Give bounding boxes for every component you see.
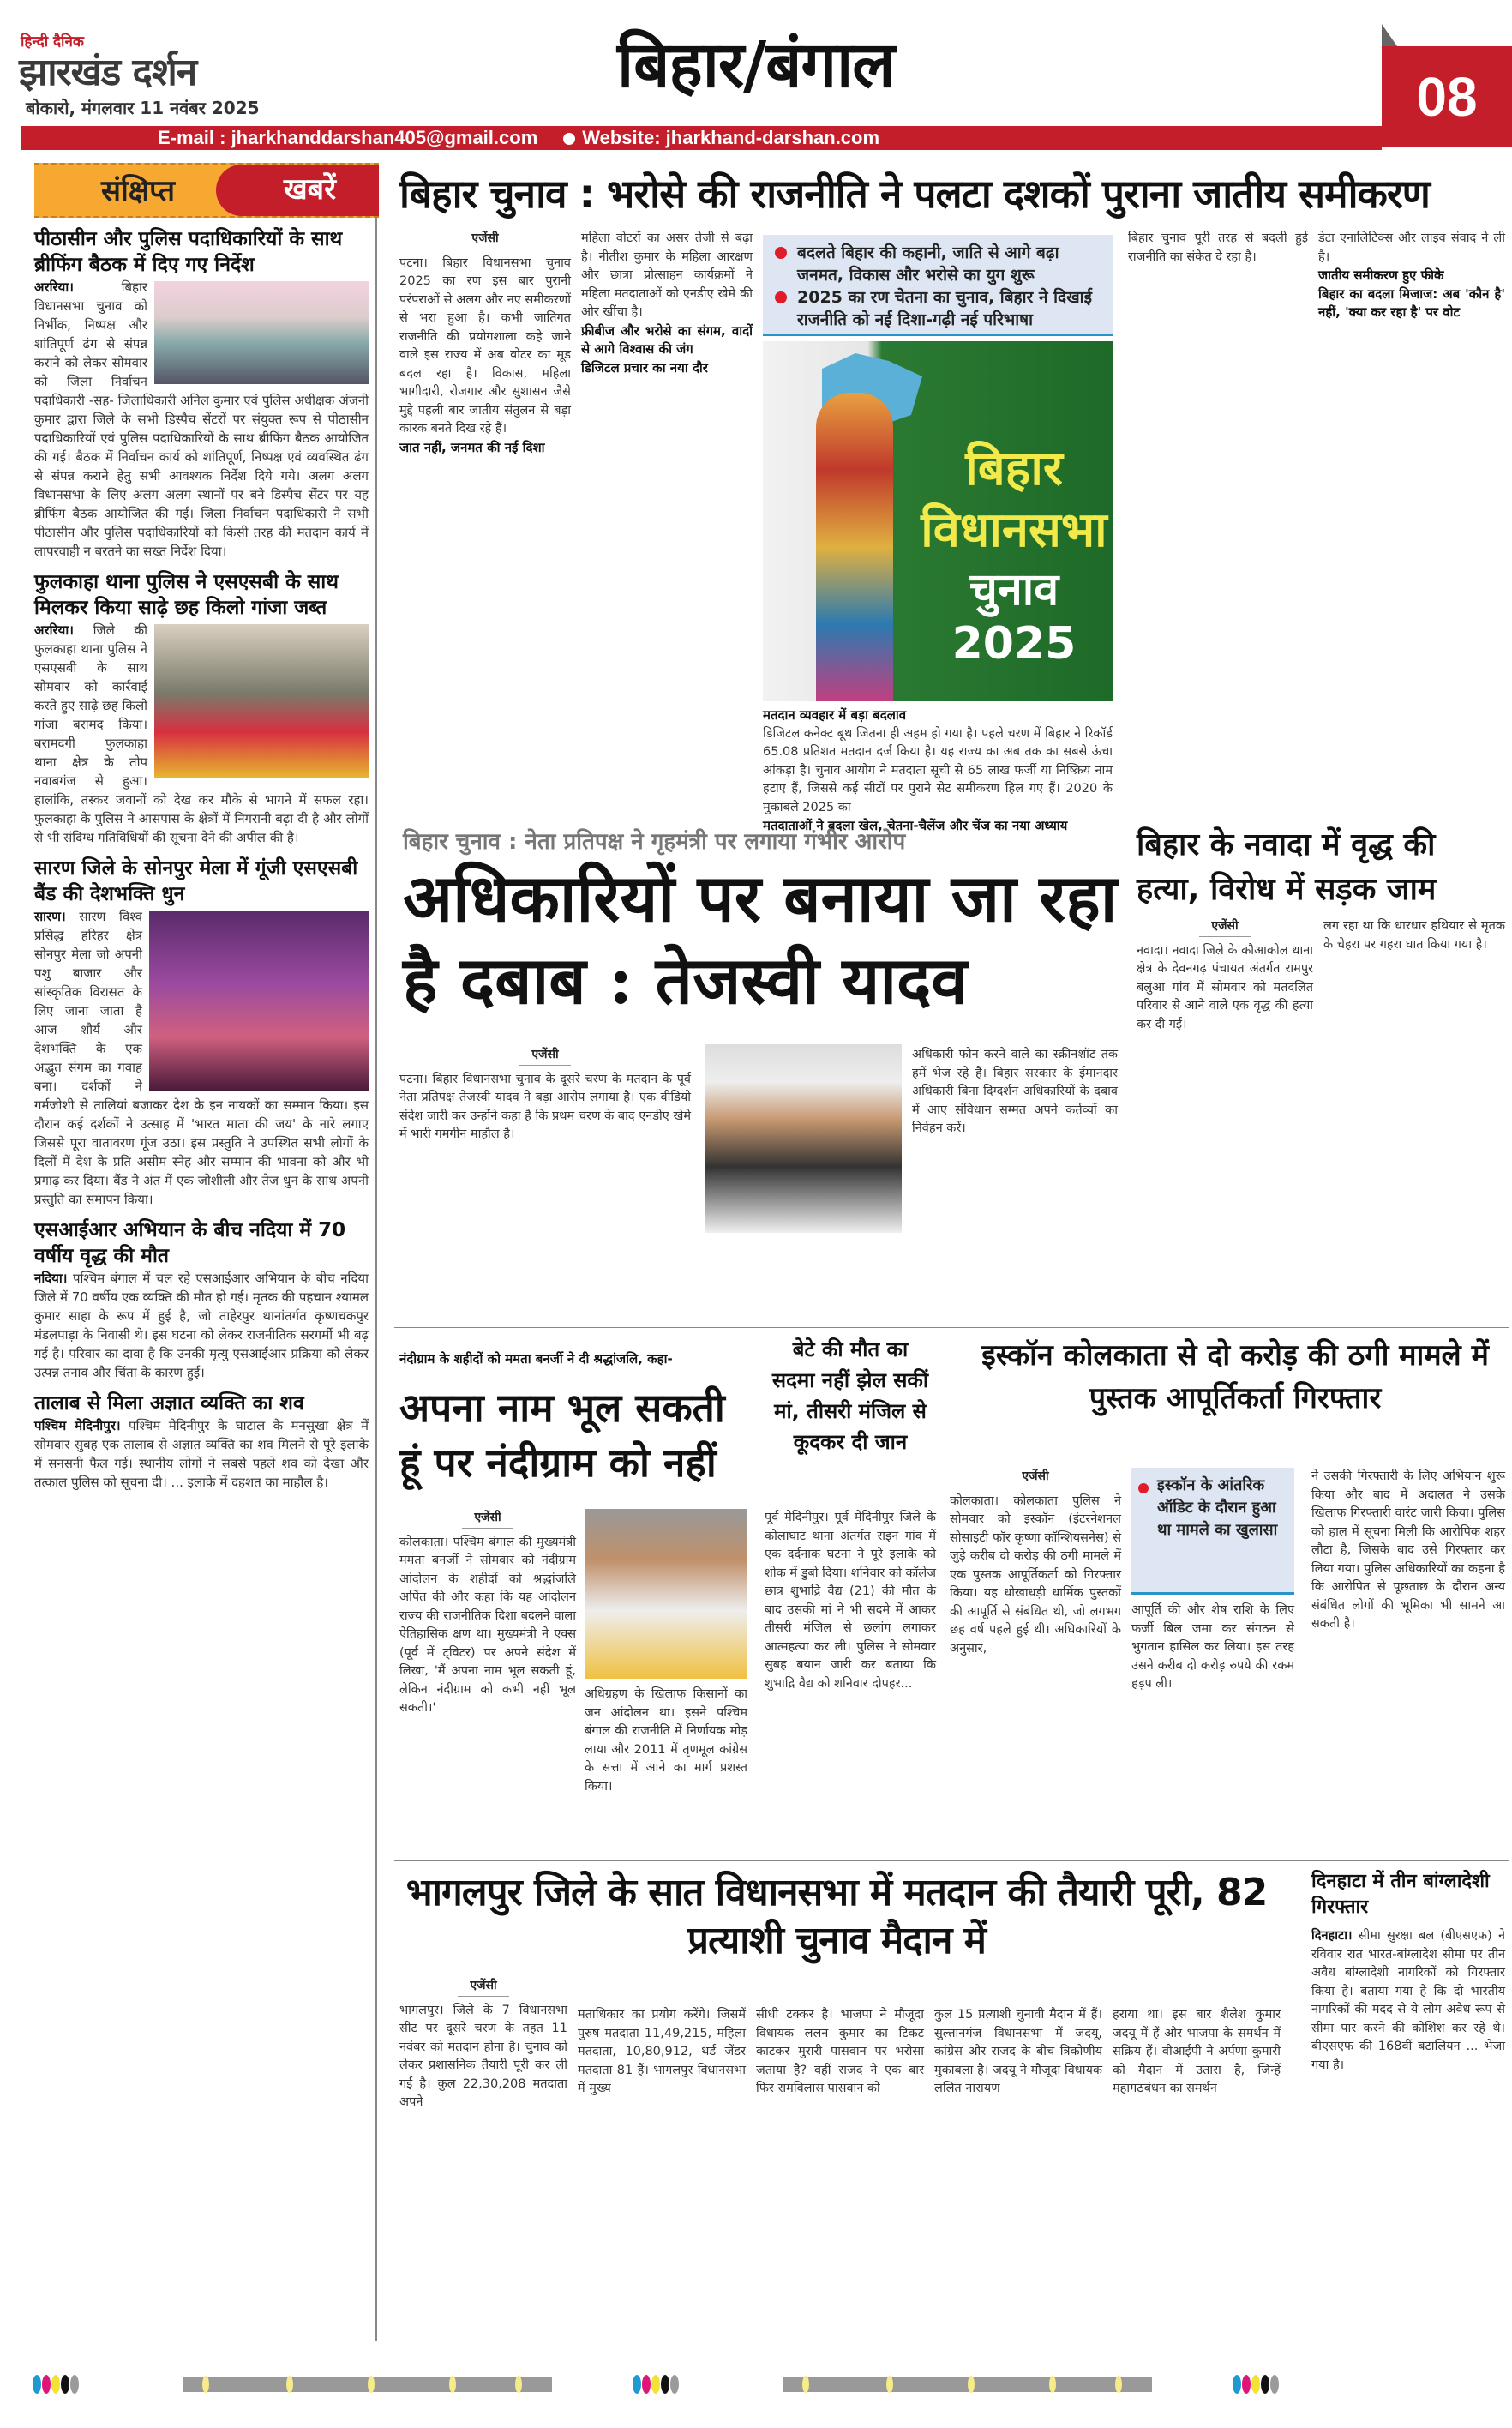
poster-line: बिहार <box>965 441 1063 496</box>
son-death-headline <box>765 1334 936 1457</box>
iskcon-body-3 <box>1311 1468 1505 1634</box>
registration-tick <box>886 2376 893 2393</box>
brief-place: पश्चिम मेदिनीपुर। <box>34 1418 121 1433</box>
brief-place: अररिया। <box>34 279 74 295</box>
highlight-text: बदलते बिहार की कहानी, जाति से आगे बढ़ा जनमत, विकास और भरोसे का युग शुरू <box>797 243 1059 285</box>
article-body: सीधी टक्कर है। भाजपा ने मौजूदा विधायक ललन कुमार का टिकट काटकर मुरारी पासवान पर भरोसा जताया है? वहीं राजद ने एक बार फिर रामविलास पासवान को <box>756 2008 924 2095</box>
registration-tick <box>449 2376 456 2393</box>
color-registration-dots <box>1233 2375 1279 2394</box>
registration-dot <box>1261 2375 1269 2394</box>
lead-subhead: जातीय समीकरण हुए फीके <box>1318 267 1444 283</box>
agency-credit: एजेंसी <box>1199 917 1251 937</box>
lead-highlights <box>763 235 1113 336</box>
nawada-headline: बिहार के नवादा में वृद्ध की हत्या, विरोध में सड़क जाम <box>1137 827 1437 907</box>
page-number: 08 <box>1382 46 1512 147</box>
section-divider <box>394 1860 1509 1861</box>
brief-body: सारण विश्व प्रसिद्ध हरिहर क्षेत्र सोनपुर मेला जो अपनी पशु बाजार और सांस्कृतिक विरासत के लिए जाना जाता है आज शौर्य और देशभक्ति के एक अद्भुत संगम का गवाह बना। दर्शकों ने गर्मजोशी से तालियां बजाकर देश के इन नायकों का सम्मान किया। इस दौरान कई दर्शकों ने उत्साह में 'भारत माता की जय' के नारे लगाए जिससे पूरा वातावरण गूंज उठा। इस प्रस्तुति ने उपस्थित सभी लोगों के दिलों में देश के प्रति असीम स्नेह और सम्मान की भावना को और भी प्रगाढ़ कर दिया। बैंड ने अंत में एक जोशीली और तेज धुन के साथ अपनी प्रस्तुति का समापन किया। <box>34 909 369 1207</box>
website-label: Website: jharkhand-darshan.com <box>582 127 880 148</box>
bhagalpur-headline: भागलपुर जिले के सात विधानसभा में मतदान की तैयारी पूरी, 82 प्रत्याशी चुनाव मैदान में <box>405 1871 1268 1962</box>
lead-column-3 <box>1128 230 1308 267</box>
son-death-kicker: बेटे की मौत का <box>792 1337 909 1361</box>
article-body: अधिकारी फोन करने वाले का स्क्रीनशॉट तक हमें भेज रहे हैं। बिहार सरकार के ईमानदार अधिकारी बिना दिग्दर्शन अधिकारियों के दबाव में आए संविधान सम्मत अपने कर्तव्यों का निर्वहन करें। <box>912 1048 1118 1135</box>
article-body: कोलकाता। कोलकाता पुलिस ने सोमवार को इस्कॉन (इंटरनेशनल सोसाइटी फॉर कृष्णा कॉन्शियसनेस) से जुड़े करीब दो करोड़ की ठगी मामले में एक पुस्तक आपूर्तिकर्ता को गिरफ्तार किया। यह धोखाधड़ी धार्मिक पुस्तकों की आपूर्ति से संबंधित थी, जो लगभग छह वर्ष पहले हुई थी। अधिकारियों के अनुसार, <box>950 1493 1121 1656</box>
dinhata-headline: दिनहाटा में तीन बांग्लादेशी गिरफ्तार <box>1311 1871 1490 1918</box>
poster-line: विधानसभा <box>921 502 1107 558</box>
article-body: लग रहा था कि धारधार हथियार से मृतक के चेहरा पर गहरा घात किया गया है। <box>1323 919 1505 952</box>
brief-headline: तालाब से मिला अज्ञात व्यक्ति का शव <box>34 1392 304 1415</box>
color-registration-dots <box>33 2375 79 2394</box>
registration-tick <box>515 2376 522 2393</box>
registration-tick <box>1115 2376 1122 2393</box>
print-registration-marks <box>0 2375 1512 2406</box>
paper-logo: झारखंड दर्शन <box>19 51 197 94</box>
brief-article <box>34 856 369 1209</box>
bhagalpur-column <box>399 1977 567 2112</box>
lead-column-1 <box>399 230 571 457</box>
highlight-item <box>775 286 1104 331</box>
briefing-photo <box>154 281 369 384</box>
registration-dot <box>651 2375 660 2394</box>
color-registration-dots <box>633 2375 679 2394</box>
bullet-icon <box>1138 1483 1149 1493</box>
registration-bar <box>783 2377 1152 2392</box>
agency-credit: एजेंसी <box>458 1977 509 1997</box>
registration-dot <box>1251 2375 1260 2394</box>
agency-credit: एजेंसी <box>462 1509 513 1529</box>
section-divider <box>394 1327 1509 1328</box>
iskcon-highlight <box>1131 1468 1294 1595</box>
tejashwi-body <box>399 1046 691 1145</box>
brief-headline: सारण जिले के सोनपुर मेला में गूंजी एसएसबी बैंड की देशभक्ति धुन <box>34 857 358 905</box>
mamata-kicker: नंदीग्राम के शहीदों को ममता बनर्जी ने दी श्रद्धांजलि, कहा- <box>399 1351 673 1367</box>
brief-article <box>34 226 369 561</box>
article-body: पटना। बिहार विधानसभा चुनाव के दूसरे चरण के मतदान के पूर्व नेता प्रतिपक्ष तेजस्वी यादव ने बड़ा आरोप लगाया है। एक वीडियो संदेश जारी कर उन्होंने कहा है कि प्रथम चरण के बाद एनडीए खेमे में भारी गमगीन माहौल है। <box>399 1072 691 1141</box>
registration-dot <box>61 2375 69 2394</box>
article-body: नवादा। नवादा जिले के कौआकोल थाना क्षेत्र के देवनगढ़ पंचायत अंतर्गत रामपुर बलुआ गांव में सोमवार को मतदलित परिवार से आने वाले एक वृद्ध की हत्या कर दी गई। <box>1137 943 1313 1031</box>
registration-bar <box>183 2377 552 2392</box>
lead-subhead: मतदान व्यवहार में बड़ा बदलाव <box>763 707 907 723</box>
lead-body: पटना। बिहार विधानसभा चुनाव 2025 का रण इस बार पुरानी परंपराओं से अलग और नए समीकरणों से भरा हुआ है। कभी जातिगत राजनीति की प्रयोगशाला कहे जाने वाले इस राज्य में अब वोटर का मूड बदल रहा है। विकास, महिला भागीदारी, रोजगार और सुशासन जैसे मुद्दे पहली बार जातीय संतुलन से बड़ा कारक बनते दिख रहे हैं। <box>399 255 571 436</box>
lead-column-4 <box>1318 230 1505 322</box>
briefs-banner-right: खबरें <box>283 172 336 207</box>
registration-dot <box>1233 2375 1241 2394</box>
lead-body: महिला वोटरों का असर तेजी से बढ़ा है। नीतीश कुमार के महिला आरक्षण और छात्रा प्रोत्साहन कार्यक्रमों ने महिला मतदाताओं को एनडीए खेमे की ओर खींचा है। <box>581 231 753 319</box>
bullet-icon <box>775 291 787 304</box>
brief-headline: फुलकाहा थाना पुलिस ने एसएसबी के साथ मिलकर किया साढ़े छह किलो गांजा जब्त <box>34 571 339 619</box>
registration-tick <box>202 2376 209 2393</box>
brief-headline: एसआईआर अभियान के बीच नदिया में 70 वर्षीय वृद्ध की मौत <box>34 1219 346 1267</box>
brief-article <box>34 569 369 847</box>
dinhata-body <box>1311 1927 1505 2075</box>
website-link[interactable] <box>563 126 879 150</box>
brief-body: जिले की फुलकाहा थाना पुलिस ने एसएसबी के साथ सोमवार को कार्रवाई करते हुए साढ़े छह किलो गांजा बरामद किया।बरामदगी फुलकाहा थाना क्षेत्र के तोप नवाबगंज से हुआ। हालांकि, तस्कर जवानों को देख कर मौके से भागने में सफल रहा। फुलकाहा के पुलिस ने आसपास के क्षेत्रों में निगरानी बढ़ा दी है और लोगों से भी संदिग्ध गतिविधियों की सूचना देने की अपील की है। <box>34 622 369 845</box>
bhagalpur-column <box>756 2006 924 2099</box>
brief-place: सारण। <box>34 909 66 924</box>
lead-excerpt <box>763 706 1113 836</box>
son-death-body <box>765 1509 936 1693</box>
band-stage-photo <box>149 910 369 1091</box>
lead-headline: बिहार चुनाव : भरोसे की राजनीति ने पलटा दशकों पुराना जातीय समीकरण <box>399 171 1430 217</box>
brief-body: बिहार विधानसभा चुनाव को निर्भीक, निष्पक्ष और शांतिपूर्ण ढंग से संपन्न कराने को लेकर सोमवार को जिला निर्वाचन पदाधिकारी -सह- जिलाधिकारी अनिल कुमार एवं पुलिस अधीक्षक अंजनी कुमार द्वारा जिले के सभी डिस्पैच सेंटरों पर संयुक्त रूप से पीठासीन पदाधिकारियों एवं पुलिस पदाधिकारियों के साथ ब्रीफिंग बैठक आयोजित की गई। बैठक में निर्वाचन कार्य को शांतिपूर्ण, निष्पक्ष एवं व्यवस्थित ढंग से संपन्न कराने हेतु सभी आवश्यक निर्देश दिये गये। अलग अलग विधानसभा के लिए अलग अलग स्थानों पर बने डिस्पैच सेंटर पर यह ब्रीफिंग बैठक आयोजित की गई। जिला निर्वाचन पदाधिकारी ने सभी पीठासीन और पुलिस पदाधिकारियों को किसी तरह की मतदान कार्य में लापरवाही न बरतने का सख्त निर्देश दिया। <box>34 279 369 559</box>
brief-body: पश्चिम मेदिनीपुर के घाटाल के मनसुखा क्षेत्र में सोमवार सुबह एक तालाब से अज्ञात व्यक्ति का शव मिलने से पूरे इलाके में सनसनी फैल गई। स्थानीय लोगों ने सबसे पहले शव को देखा और तत्काल पुलिस को सूचना दी। ... इलाके में दहशत का माहौल है। <box>34 1418 369 1490</box>
brief-body: पश्चिम बंगाल में चल रहे एसआईआर अभियान के बीच नदिया जिले में 70 वर्षीय एक व्यक्ति की मौत हो गई। मृतक की पहचान श्यामल कुमार साहा के रूप में हुई है, जो ताहेरपुर थानांतर्गत कृष्णचकपुर मंडलपाड़ा के निवासी थे। इस घटना को लेकर राजनीतिक सरगर्मी भी बढ़ गई है। परिवार का दावा है कि उनकी मृत्यु एसआईआर प्रक्रिया को लेकर उत्पन्न तनाव और चिंता के कारण हुई। <box>34 1271 369 1380</box>
lead-subhead: बिहार का बदला मिजाज: अब 'कौन है' नहीं, 'क्या कर रहा है' पर वोट <box>1318 285 1505 320</box>
masthead-tagline: हिन्दी दैनिक <box>21 33 84 51</box>
mamata-body <box>399 1509 576 1718</box>
voters-finger-graphic <box>816 393 893 701</box>
article-body: अधिग्रहण के खिलाफ किसानों का जन आंदोलन था। इसने पश्चिम बंगाल की राजनीति में निर्णायक मोड़ लाया और 2011 में तृणमूल कांग्रेस के सत्ता में आने का मार्ग प्रशस्त किया। <box>585 1687 747 1794</box>
registration-dot <box>1242 2375 1251 2394</box>
article-place: दिनहाटा। <box>1311 1929 1353 1943</box>
brief-place: नदिया। <box>34 1271 68 1286</box>
tejashwi-body-2 <box>912 1046 1118 1139</box>
highlight-item <box>775 242 1104 286</box>
lead-subhead: फ्रीबीज और भरोसे का संगम, वादों से आगे विश्वास की जंग <box>581 322 753 357</box>
mamata-body-2 <box>585 1686 747 1796</box>
iskcon-body-2 <box>1131 1602 1294 1694</box>
nawada-body <box>1137 917 1313 1034</box>
brief-article <box>34 1391 369 1492</box>
lead-body: डिजिटल कनेक्ट बूथ जितना ही अहम हो गया है। पहले चरण में बिहार ने रिकॉर्ड 65.08 प्रतिशत मतदान दर्ज किया है। यह राज्य का अब तक का सबसे ऊंचा आंकड़ा है। चुनाव आयोग ने मतदाता सूची से 65 लाख फर्जी या निष्क्रिय नाम हटाए हैं, जिससे कई सीटों पर पुराने सेट समीकरण हिल गए हैं। 2020 के मुकाबले 2025 का <box>763 726 1113 814</box>
nawada-body-2 <box>1323 917 1505 954</box>
bhagalpur-column <box>934 2006 1102 2099</box>
bullet-icon <box>775 247 787 259</box>
registration-dot <box>633 2375 641 2394</box>
dateline: बोकारो, मंगलवार 11 नवंबर 2025 <box>26 98 260 118</box>
election-poster-image <box>763 341 1113 701</box>
registration-tick <box>286 2376 293 2393</box>
mamata-headline: अपना नाम भूल सकती हूं पर नंदीग्राम को नहीं <box>399 1385 725 1486</box>
article-body: ने उसकी गिरफ्तारी के लिए अभियान शुरू किया और बाद में अदालत ने उसके खिलाफ गिरफ्तारी वारंट जारी किया। पुलिस को हाल में सूचना मिली कि आरोपिक शहर लौटा है, जिसके बाद उसे गिरफ्तार कर लिया गया। पुलिस अधिकारियों का कहना है कि आरोपित से पूछताछ के दौरान अन्य संबंधित लोगों की भूमिका भी सामने आ सकती है। <box>1311 1469 1505 1631</box>
article-body: पूर्व मेदिनीपुर। पूर्व मेदिनीपुर जिले के कोलाघाट थाना अंतर्गत राइन गांव में एक दर्दनाक घटना ने पूरे इलाके को शोक में डुबो दिया। शनिवार को कॉलेज छात्र शुभाद्रि वैद्य (21) की मौत के बाद उसकी मां ने भी सदमे में आकर तीसरी मंजिल से छलांग लगाकर आत्महत्या कर ली। पुलिस ने सोमवार सुबह बयान जारी कर बताया कि शुभाद्रि वैद्य को शनिवार दोपहर... <box>765 1511 936 1691</box>
section-title: बिहार/बंगाल <box>617 28 895 102</box>
lead-subhead: जात नहीं, जनमत की नई दिशा <box>399 439 545 455</box>
lead-body: बिहार चुनाव पूरी तरह से बदली हुई राजनीति का संकेत दे रहा है। <box>1128 231 1308 264</box>
bhagalpur-column <box>1113 2006 1281 2099</box>
bhagalpur-column <box>578 2006 746 2099</box>
highlight-text: इस्कॉन के आंतरिक ऑडिट के दौरान हुआ था मामले का खुलासा <box>1157 1476 1278 1539</box>
article-body: भागलपुर। जिले के 7 विधानसभा सीट पर दूसरे चरण के तहत 11 नवंबर को मतदान होना है। चुनाव को लेकर प्रशासनिक तैयारी पूरी कर ली गई है। कुल 22,30,208 मतदाता अपने <box>399 2003 567 2109</box>
registration-dot <box>661 2375 669 2394</box>
article-body: कुल 15 प्रत्याशी चुनावी मैदान में हैं। सुल्तानगंज विधानसभा में जदयू, कांग्रेस और राजद के बीच त्रिकोणीय मुकाबला है। जदयू ने मौजूदा विधायक ललित नारायण <box>934 2008 1102 2095</box>
lead-column-2 <box>581 230 753 377</box>
mamata-photo <box>585 1509 747 1679</box>
briefs-column <box>34 163 377 2341</box>
registration-tick <box>368 2376 375 2393</box>
registration-dot <box>670 2375 679 2394</box>
son-death-title: सदमा नहीं झेल सकीं मां, तीसरी मंजिल से कूदकर दी जान <box>771 1368 929 1454</box>
article-body: सीमा सुरक्षा बल (बीएसएफ) ने रविवार रात भारत-बांग्लादेश सीमा पर तीन अवैध बांग्लादेशी नागरिकों को गिरफ्तार किया है। बताया गया है कि दो भारतीय नागरिकों की मदद से ये लोग अवैध रूप से सीमा पार करने की कोशिश कर रहे थे। बीएसएफ की 168वीं बटालियन ... भेजा गया है। <box>1311 1929 1505 2072</box>
lead-body: डेटा एनालिटिक्स और लाइव संवाद ने ली है। <box>1318 231 1505 264</box>
agency-credit: एजेंसी <box>519 1046 571 1066</box>
tejashwi-kicker: बिहार चुनाव : नेता प्रतिपक्ष ने गृहमंत्री पर लगाया गंभीर आरोप <box>403 829 906 855</box>
page-tab-fold-icon <box>1382 24 1397 46</box>
registration-dot <box>70 2375 79 2394</box>
registration-tick <box>968 2376 975 2393</box>
briefs-banner-left: संक्षिप्त <box>101 174 176 208</box>
registration-dot <box>642 2375 651 2394</box>
brief-place: अररिया। <box>34 622 74 638</box>
lead-subhead: मतदाताओं ने बदला खेल, चेतना-चैलेंज और चेंज का नया अध्याय <box>763 818 1068 833</box>
bullet-icon <box>563 133 575 145</box>
registration-dot <box>1270 2375 1279 2394</box>
registration-dot <box>51 2375 60 2394</box>
article-body: कोलकाता। पश्चिम बंगाल की मुख्यमंत्री ममता बनर्जी ने सोमवार को नंदीग्राम आंदोलन के शहीदों को श्रद्धांजलि अर्पित की और कहा कि यह आंदोलन राज्य की राजनीतिक दिशा बदलने वाला ऐतिहासिक क्षण था। मुख्यमंत्री ने एक्स (पूर्व में ट्विटर) पर अपने संदेश में लिखा, 'मैं अपना नाम भूल सकती हूं, लेकिन नंदीग्राम को कभी नहीं भूल सकती।' <box>399 1535 576 1715</box>
brief-headline: पीठासीन और पुलिस पदाधिकारियों के साथ ब्रीफिंग बैठक में दिए गए निर्देश <box>34 228 343 276</box>
article-body: मताधिकार का प्रयोग करेंगे। जिसमें पुरुष मतदाता 11,49,215, महिला मतदाता, 10,80,912, थर्ड जेंडर मतदाता 81 हैं। भागलपुर विधानसभा में मुख्य <box>578 2008 746 2095</box>
contact-bar <box>21 126 1382 150</box>
poster-line: चुनाव 2025 <box>951 564 1077 670</box>
registration-dot <box>33 2375 41 2394</box>
article-body: हराया था। इस बार शैलेश कुमार जदयू में हैं और भाजपा के समर्थन में सक्रिय हैं। वीआईपी ने अर्पणा कुमारी को मैदान में उतारा है, जिन्हें महागठबंधन का समर्थन <box>1113 2008 1281 2095</box>
email-link[interactable]: E-mail : jharkhanddarshan405@gmail.com <box>158 127 538 148</box>
brief-article <box>34 1217 369 1382</box>
iskcon-headline: इस्कॉन कोलकाता से दो करोड़ की ठगी मामले में पुस्तक आपूर्तिकर्ता गिरफ्तार <box>981 1338 1489 1415</box>
police-seizure-photo <box>154 624 369 778</box>
iskcon-body <box>950 1468 1121 1658</box>
tejashwi-photo <box>705 1044 902 1233</box>
agency-credit: एजेंसी <box>1010 1468 1061 1487</box>
briefs-banner <box>34 163 379 218</box>
registration-tick <box>802 2376 809 2393</box>
tejashwi-headline: अधिकारियों पर बनाया जा रहा है दबाब : तेजस्वी यादव <box>403 860 1118 1019</box>
registration-dot <box>42 2375 51 2394</box>
article-body: आपूर्ति की और शेष राशि के लिए फर्जी बिल जमा कर संगठन से भुगतान हासिल कर लिया। इस तरह उसने करीब दो करोड़ रुपये की रकम हड़प ली। <box>1131 1603 1294 1691</box>
registration-tick <box>1049 2376 1056 2393</box>
highlight-text: 2025 का रण चेतना का चुनाव, बिहार ने दिखाई राजनीति को नई दिशा-गढ़ी नई परिभाषा <box>797 288 1092 329</box>
agency-credit: एजेंसी <box>459 230 511 249</box>
lead-subhead: डिजिटल प्रचार का नया दौर <box>581 359 708 376</box>
